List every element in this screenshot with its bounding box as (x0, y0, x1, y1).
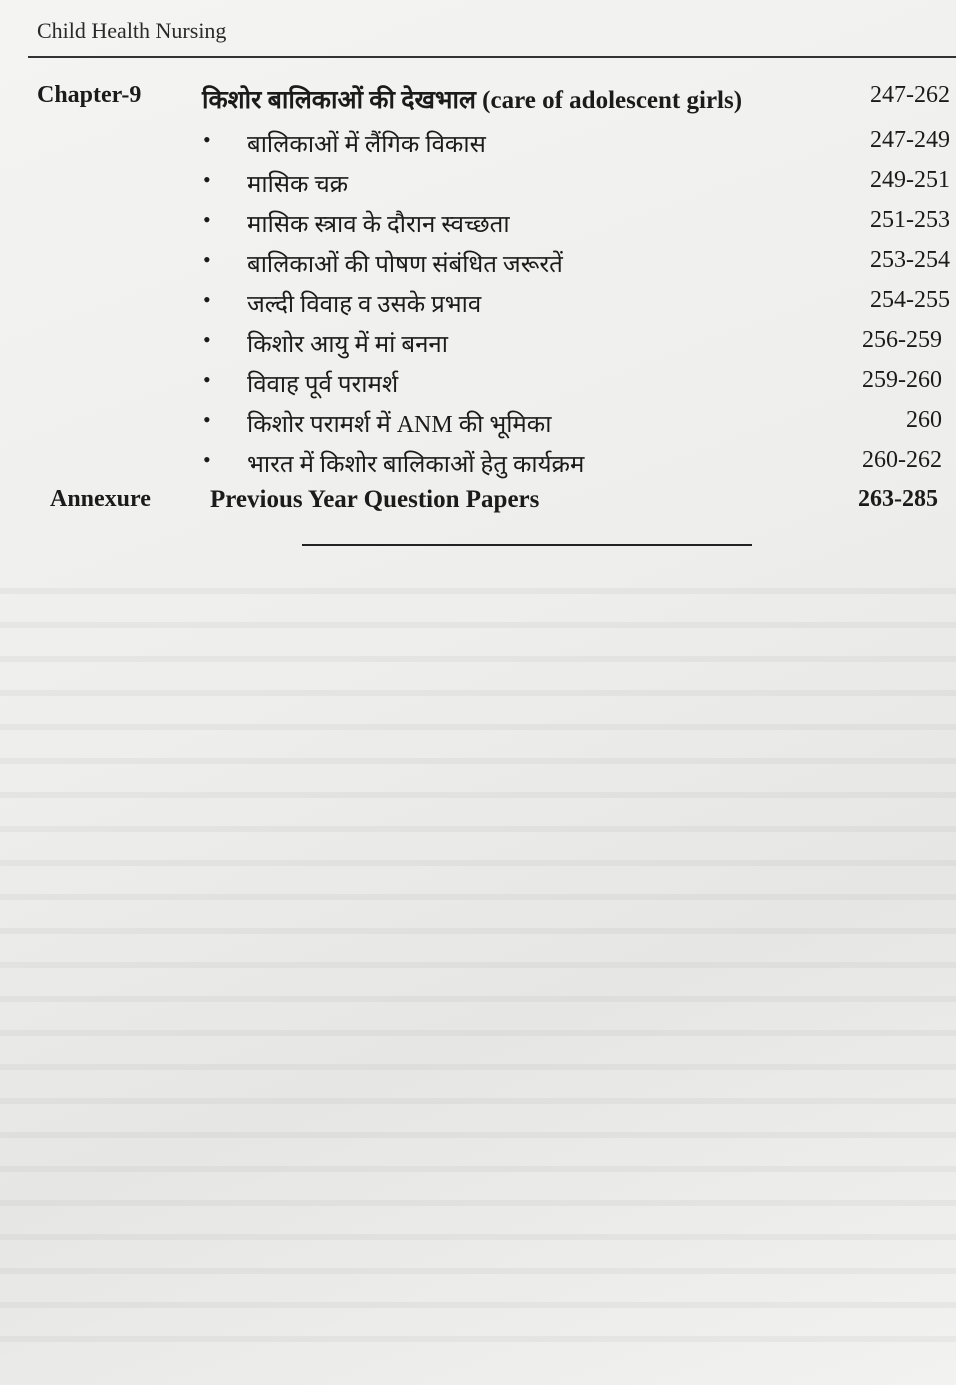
toc-annexure-row (0, 486, 956, 526)
toc-item-row (0, 247, 956, 287)
toc-item-pages: 254-255 (870, 287, 950, 313)
toc-item-text: भारत में किशोर बालिकाओं हेतु कार्यक्रम (247, 452, 585, 478)
annexure-pages: 263-285 (858, 486, 938, 512)
bullet-icon: • (203, 247, 211, 272)
toc-item-text: जल्दी विवाह व उसके प्रभाव (247, 292, 482, 318)
toc-item-text: विवाह पूर्व परामर्श (247, 372, 399, 398)
toc-item-row (0, 287, 956, 327)
toc-item-pages: 259-260 (862, 367, 942, 393)
toc-item-text: किशोर परामर्श में ANM की भूमिका (247, 412, 552, 438)
toc-item-row (0, 447, 956, 487)
toc-item-row (0, 207, 956, 247)
bullet-icon: • (203, 367, 211, 392)
toc-item-row (0, 127, 956, 167)
chapter-title: किशोर बालिकाओं की देखभाल (care of adolescent girls) (202, 87, 743, 114)
chapter-pages: 247-262 (870, 82, 950, 108)
bullet-icon: • (203, 127, 211, 152)
bullet-icon: • (203, 167, 211, 192)
toc-item-pages: 256-259 (862, 327, 942, 353)
toc-item-row (0, 407, 956, 447)
bullet-icon: • (203, 447, 211, 472)
toc-item-pages: 260 (906, 407, 942, 433)
end-rule (302, 544, 752, 546)
toc-item-pages: 251-253 (870, 207, 950, 233)
toc-item-text: किशोर आयु में मां बनना (247, 332, 448, 358)
header-rule (28, 56, 956, 58)
toc-item-row (0, 167, 956, 207)
toc-item-text: बालिकाओं में लैंगिक विकास (247, 132, 486, 158)
toc-item-text: मासिक चक्र (247, 172, 349, 198)
toc-item-text: मासिक स्त्राव के दौरान स्वच्छता (247, 212, 510, 238)
toc-item-row (0, 327, 956, 367)
running-header: Child Health Nursing (37, 18, 227, 43)
bullet-icon: • (203, 207, 211, 232)
show-through-background (0, 560, 956, 1360)
toc-item-pages: 247-249 (870, 127, 950, 153)
toc-item-pages: 249-251 (870, 167, 950, 193)
toc-item-pages: 253-254 (870, 247, 950, 273)
bullet-icon: • (203, 327, 211, 352)
bullet-icon: • (203, 287, 211, 312)
toc-item-pages: 260-262 (862, 447, 942, 473)
toc-chapter-row (0, 82, 956, 122)
annexure-title: Previous Year Question Papers (210, 486, 540, 513)
bullet-icon: • (203, 407, 211, 432)
chapter-label: Chapter-9 (37, 82, 142, 108)
annexure-label: Annexure (50, 486, 151, 512)
toc-item-text: बालिकाओं की पोषण संबंधित जरूरतें (247, 252, 563, 278)
toc-item-row (0, 367, 956, 407)
